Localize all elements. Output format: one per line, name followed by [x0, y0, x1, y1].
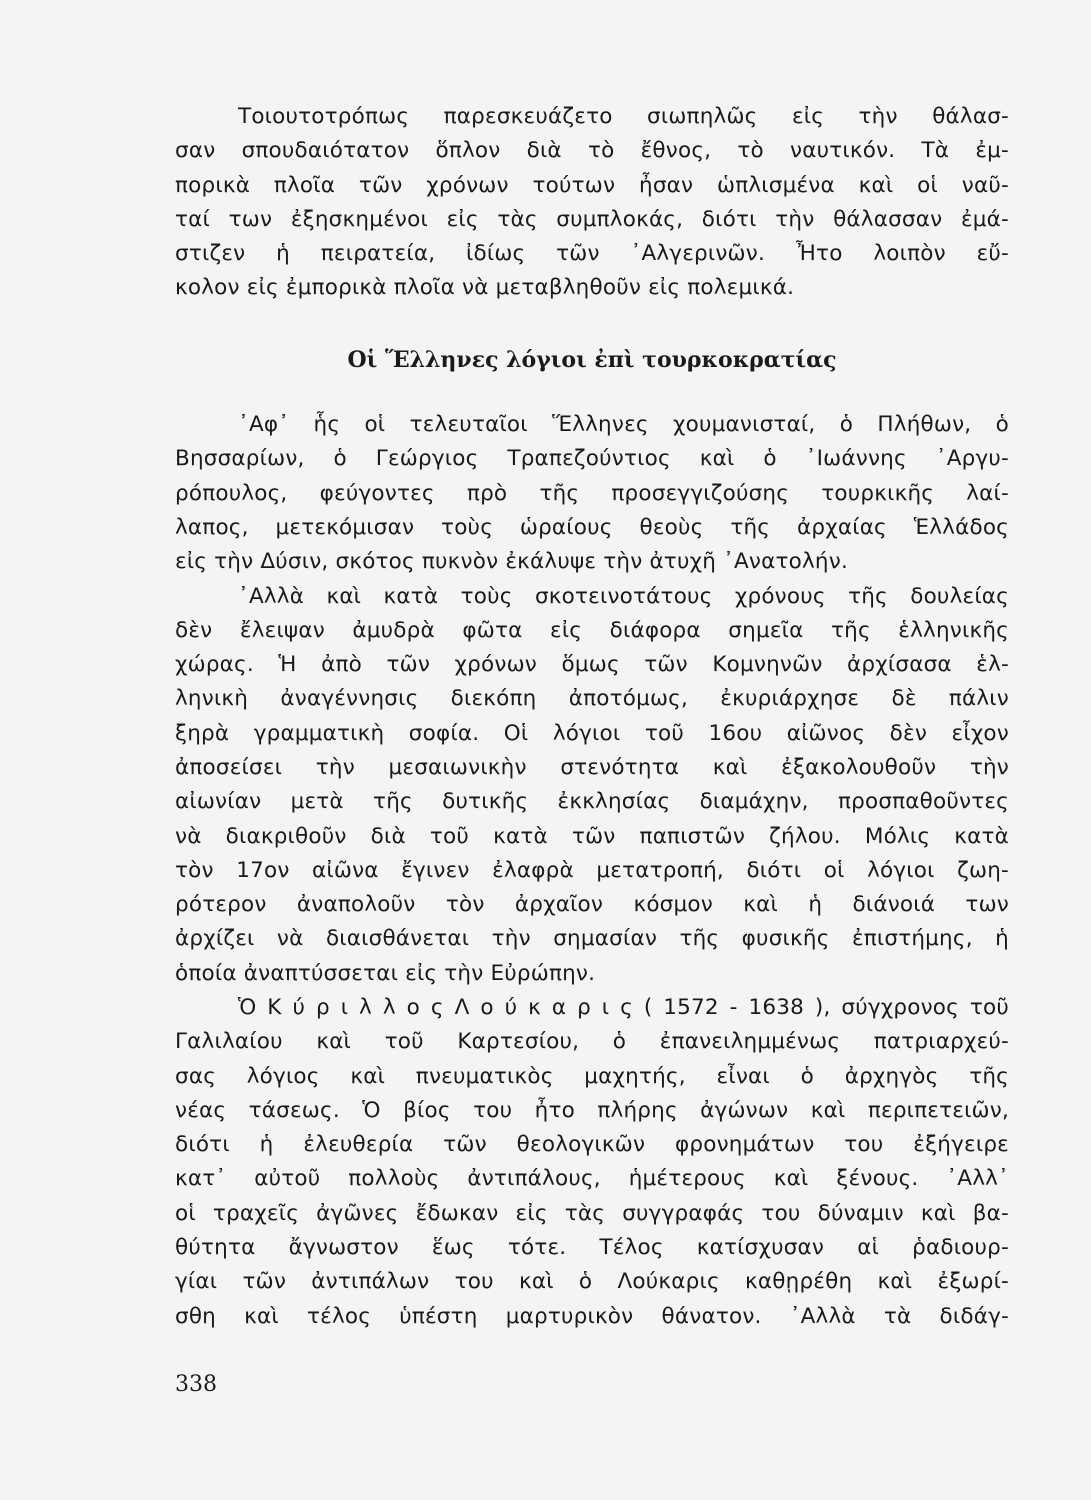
text-line: σας λόγιος καὶ πνευματικὸς μαχητής, εἶναι ὁ ἀρχηγὸς τῆς	[175, 1063, 1009, 1089]
paragraph-humanists	[175, 408, 1009, 579]
text-line: λαπος, μετεκόμισαν τοὺς ὡραίους θεοὺς τῆς ἀρχαίας Ἑλλάδος	[175, 514, 1009, 540]
text-line: ἀποσείσει τὴν μεσαιωνικὴν στενότητα καὶ ἐξακολουθοῦν τὴν	[175, 754, 1009, 780]
paragraph-naval-preparation	[175, 100, 1009, 306]
text-line: κατ᾿ αὐτοῦ πολλοὺς ἀντιπάλους, ἡμέτερους καὶ ξένους. ᾿Αλλ᾿	[175, 1166, 1009, 1192]
text-line: ᾿Αλλὰ καὶ κατὰ τοὺς σκοτεινοτάτους χρόνους τῆς δουλείας	[238, 583, 1009, 609]
text-line: ρόπουλος, φεύγοντες πρὸ τῆς προσεγγιζούσης τουρκικῆς λαί-	[175, 480, 1009, 506]
text-line: δὲν ἔλειψαν ἀμυδρὰ φῶτα εἰς διάφορα σημεῖα τῆς ἑλληνικῆς	[175, 617, 1009, 643]
paragraph-lukaris	[175, 991, 1009, 1334]
text-line: πορικὰ πλοῖα τῶν χρόνων τούτων ἦσαν ὡπλισμένα καὶ οἱ ναῦ-	[175, 172, 1009, 198]
page-number: 338	[175, 1372, 217, 1397]
text-line: σαν σπουδαιότατον ὅπλον διὰ τὸ ἔθνος, τὸ ναυτικόν. Τὰ ἐμ-	[175, 138, 1009, 164]
text-line: χώρας. Ἡ ἀπὸ τῶν χρόνων ὅμως τῶν Κομνηνῶν ἀρχίσασα ἑλ-	[175, 652, 1009, 678]
text-line: Τοιουτοτρόπως παρεσκευάζετο σιωπηλῶς εἰς τὴν θάλασ-	[238, 104, 1009, 129]
text-line: διότι ἡ ἐλευθερία τῶν θεολογικῶν φρονημάτων του ἐξήγειρε	[175, 1132, 1009, 1158]
text-line: ταί των ἐξησκημένοι εἰς τὰς συμπλοκάς, διότι τὴν θάλασσαν ἐμά-	[175, 206, 1009, 232]
text-line: γίαι τῶν ἀντιπάλων του καὶ ὁ Λούκαρις καθῃρέθη καὶ ἐξωρί-	[175, 1269, 1009, 1295]
section-heading: Οἱ Ἕλληνες λόγιοι ἐπὶ τουρκοκρατίας	[347, 347, 837, 373]
text-line: Γαλιλαίου καὶ τοῦ Καρτεσίου, ὁ ἐπανειλημμένως πατριαρχεύ-	[175, 1029, 1009, 1055]
text-line: ἀρχίζει νὰ διαισθάνεται τὴν σημασίαν τῆς φυσικῆς ἐπιστήμης, ἡ	[175, 926, 1009, 952]
text-line: ᾿Αφ᾿ ἧς οἱ τελευταῖοι Ἕλληνες χουμανισταί, ὁ Πλήθων, ὁ	[238, 412, 1009, 437]
text-line: ρότερον ἀναπολοῦν τὸν ἀρχαῖον κόσμον καὶ ἡ διάνοιά των	[175, 892, 1009, 918]
text-line: στιζεν ἡ πειρατεία, ἰδίως τῶν ᾿Αλγερινῶν. Ἦτο λοιπὸν εὔ-	[175, 241, 1009, 267]
text-line: Βησσαρίων, ὁ Γεώργιος Τραπεζούντιος καὶ ὁ ᾿Ιωάννης ᾿Αργυ-	[175, 446, 1009, 472]
text-line: νέας τάσεως. Ὁ βίος του ἦτο πλήρης ἀγώνων καὶ περιπετειῶν,	[175, 1097, 1009, 1123]
text-line: εἰς τὴν Δύσιν, σκότος πυκνὸν ἐκάλυψε τὴν ἀτυχῆ ᾿Ανατολήν.	[175, 549, 849, 575]
text-line: οἱ τραχεῖς ἀγῶνες ἔδωκαν εἰς τὰς συγγραφάς του δύναμιν καὶ βα-	[175, 1200, 1009, 1226]
text-line: Ὁ Κ ύ ρ ι λ λ ο ς Λ ο ύ κ α ρ ι ς ( 1572 - 1638 ), σύγχρονος τοῦ	[238, 995, 1009, 1020]
paragraph-dark-ages	[175, 580, 1009, 992]
text-line: ὁποία ἀναπτύσσεται εἰς τὴν Εὐρώπην.	[175, 960, 596, 986]
text-line: σθη καὶ τέλος ὑπέστη μαρτυρικὸν θάνατον. ᾿Αλλὰ τὰ διδάγ-	[175, 1303, 1009, 1329]
text-line: νὰ διακριθοῦν διὰ τοῦ κατὰ τῶν παπιστῶν ζήλου. Μόλις κατὰ	[175, 823, 1009, 849]
text-line: κολον εἰς ἐμπορικὰ πλοῖα νὰ μεταβληθοῦν εἰς πολεμικά.	[175, 275, 795, 301]
text-line: θύτητα ἄγνωστον ἕως τότε. Τέλος κατίσχυσαν αἱ ῥαδιουρ-	[175, 1235, 1009, 1261]
text-line: αἰωνίαν μετὰ τῆς δυτικῆς ἐκκλησίας διαμάχην, προσπαθοῦντες	[175, 789, 1009, 815]
text-line: ληνικὴ ἀναγέννησις διεκόπη ἀποτόμως, ἐκυριάρχησε δὲ πάλιν	[175, 686, 1009, 712]
text-line: τὸν 17ον αἰῶνα ἔγινεν ἐλαφρὰ μετατροπή, διότι οἱ λόγιοι ζωη-	[175, 857, 1009, 883]
text-line: ξηρὰ γραμματικὴ σοφία. Οἱ λόγιοι τοῦ 16ου αἰῶνος δὲν εἶχον	[175, 720, 1009, 746]
